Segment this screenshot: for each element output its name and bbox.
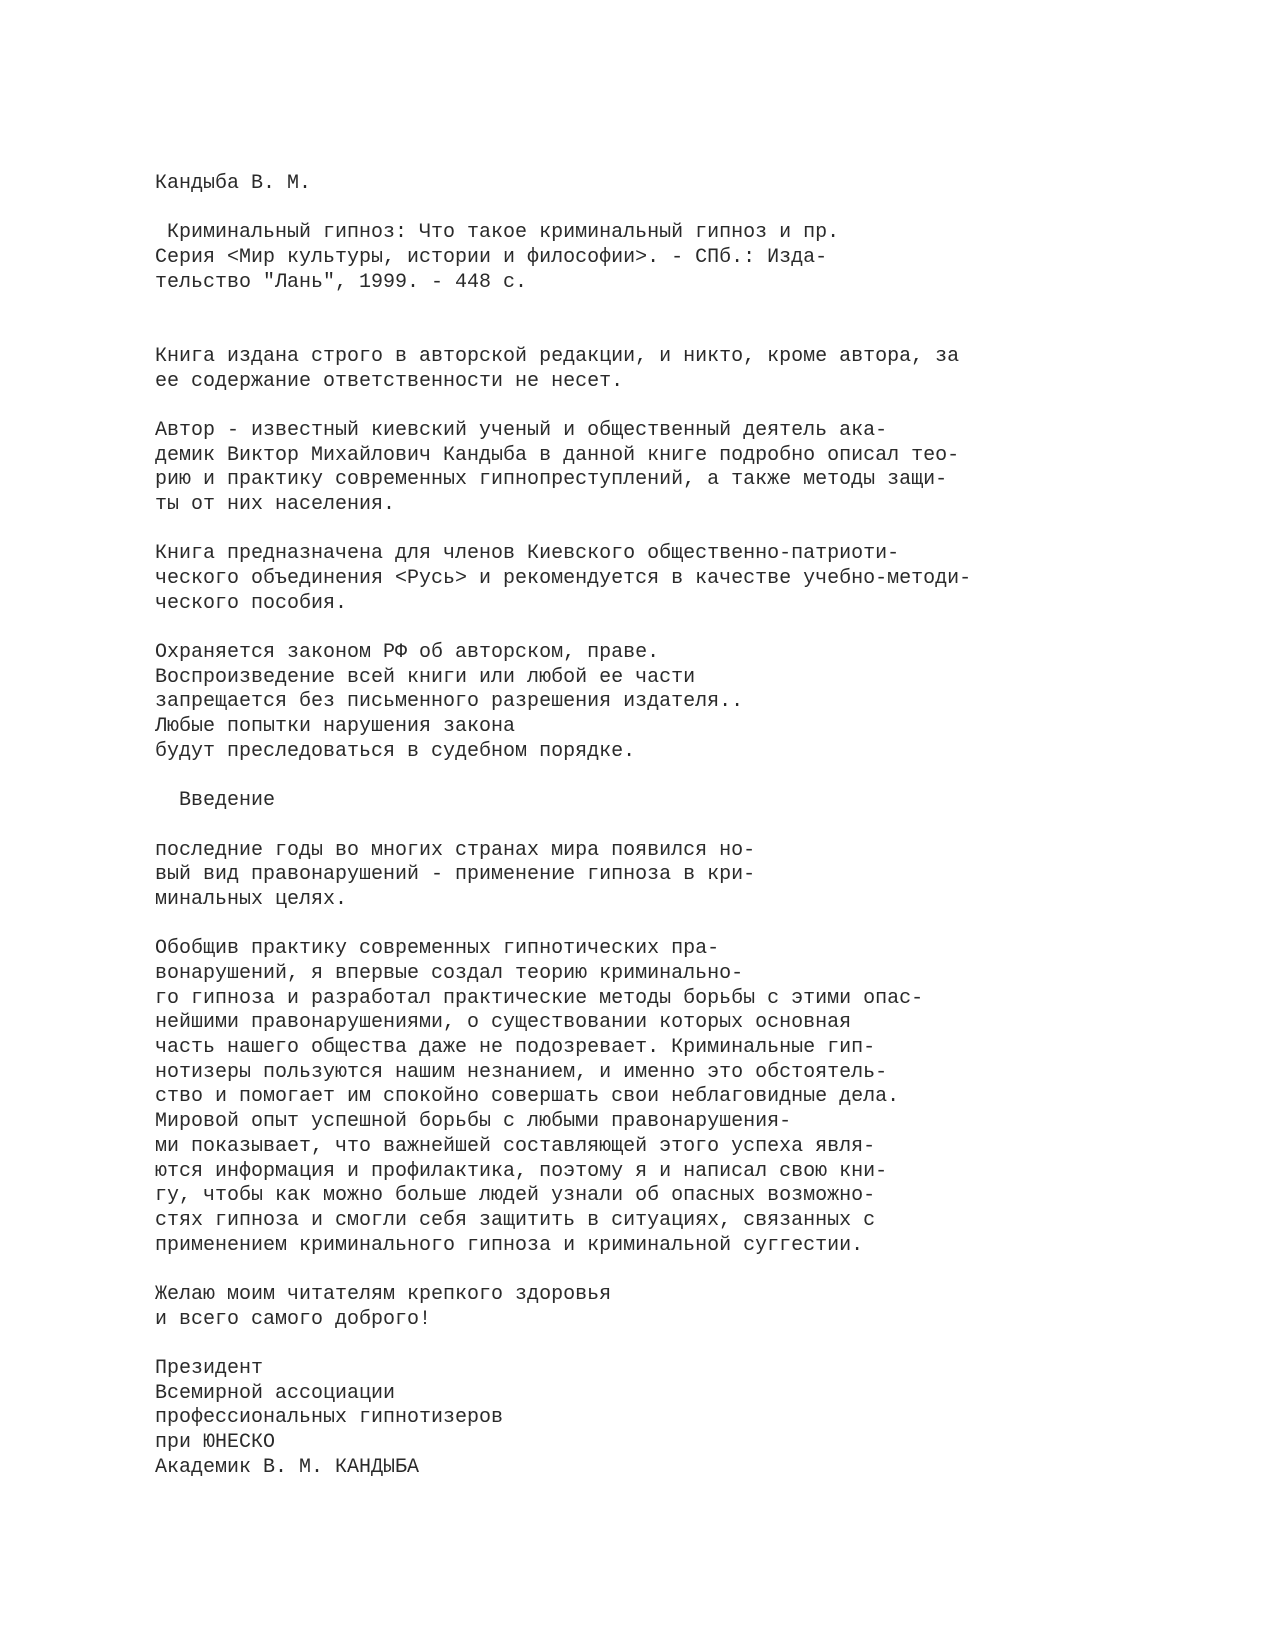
- bibliography-block: [155, 221, 1215, 295]
- notice-line: Книга издана строго в авторской редакции, и никто, кроме автора, за: [155, 344, 960, 368]
- body-line: ются информация и профилактика, поэтому я и написал свою кни-: [155, 1159, 888, 1183]
- wishes-paragraph: [155, 1283, 1215, 1332]
- body-line: гу, чтобы как можно больше людей узнали об опасных возможно-: [155, 1184, 876, 1208]
- signature-line: Президент: [155, 1357, 264, 1380]
- copyright-line: запрещается без письменного разрешения издателя..: [155, 690, 744, 714]
- about-author-paragraph: [155, 419, 1215, 518]
- signature-line: Всемирной ассоциации: [155, 1381, 396, 1405]
- body-line: нотизеры пользуются нашим незнанием, и именно это обстоятель-: [155, 1060, 888, 1084]
- copyright-line: будут преследоваться в судебном порядке.: [155, 739, 636, 763]
- intro-line: минальных целях.: [155, 887, 348, 911]
- body-line: нейшими правонарушениями, о существовании которых основная: [155, 1011, 852, 1035]
- intro-line: последние годы во многих странах мира появился но-: [155, 838, 756, 862]
- copyright-line: Охраняется законом РФ об авторском, праве.: [155, 641, 660, 665]
- bibliography-line: тельство "Лань", 1999. - 448 с.: [155, 270, 528, 294]
- wishes-line: Желаю моим читателям крепкого здоровья: [155, 1282, 612, 1306]
- body-line: го гипноза и разработал практические методы борьбы с этими опас-: [155, 986, 924, 1010]
- body-line: вонарушений, я впервые создал теорию криминально-: [155, 962, 744, 985]
- copyright-line: Любые попытки нарушения закона: [155, 715, 516, 739]
- copyright-notice: [155, 641, 1215, 764]
- purpose-line: ческого объединения <Русь> и рекомендуется в качестве учебно-методи-: [155, 567, 972, 590]
- signature-line: при ЮНЕСКО: [155, 1431, 276, 1455]
- signature-line: Академик В. М. КАНДЫБА: [155, 1455, 420, 1479]
- section-title: Введение: [155, 789, 276, 813]
- purpose-line: ческого пособия.: [155, 591, 348, 615]
- purpose-paragraph: [155, 542, 1215, 616]
- about-author-line: ты от них населения.: [155, 492, 396, 516]
- signature-block: [155, 1357, 1215, 1480]
- notice-line: ее содержание ответственности не несет.: [155, 369, 624, 393]
- bibliography-line: Криминальный гипноз: Что такое криминальный гипноз и пр.: [155, 221, 840, 245]
- signature-line: профессиональных гипнотизеров: [155, 1406, 504, 1430]
- body-line: ство и помогает им спокойно совершать свои неблаговидные дела.: [155, 1085, 900, 1109]
- body-line: Обобщив практику современных гипнотических пра-: [155, 937, 720, 961]
- editorial-notice: [155, 345, 1215, 394]
- body-line: Мировой опыт успешной борьбы с любыми правонарушения-: [155, 1110, 792, 1134]
- body-paragraph: [155, 937, 1215, 1258]
- about-author-line: демик Виктор Михайлович Кандыба в данной книге подробно описал тео-: [155, 443, 960, 467]
- body-line: применением криминального гипноза и криминальной суггестии.: [155, 1233, 864, 1257]
- author-line: Кандыба В. М.: [155, 172, 312, 195]
- body-line: ми показывает, что важнейшей составляющей этого успеха явля-: [155, 1134, 876, 1158]
- document-page: [155, 172, 1215, 1480]
- bibliography-line: Серия <Мир культуры, истории и философии>. - СПб.: Изда-: [155, 246, 828, 270]
- intro-paragraph: [155, 839, 1215, 913]
- body-line: стях гипноза и смогли себя защитить в ситуациях, связанных с: [155, 1208, 876, 1232]
- about-author-line: рию и практику современных гипнопреступлений, а также методы защи-: [155, 468, 948, 492]
- about-author-line: Автор - известный киевский ученый и общественный деятель ака-: [155, 418, 888, 442]
- wishes-line: и всего самого доброго!: [155, 1307, 432, 1331]
- purpose-line: Книга предназначена для членов Киевского общественно-патриоти-: [155, 542, 900, 566]
- body-line: часть нашего общества даже не подозревает. Криминальные гип-: [155, 1036, 876, 1060]
- copyright-line: Воспроизведение всей книги или любой ее части: [155, 665, 696, 689]
- intro-line: вый вид правонарушений - применение гипноза в кри-: [155, 863, 756, 887]
